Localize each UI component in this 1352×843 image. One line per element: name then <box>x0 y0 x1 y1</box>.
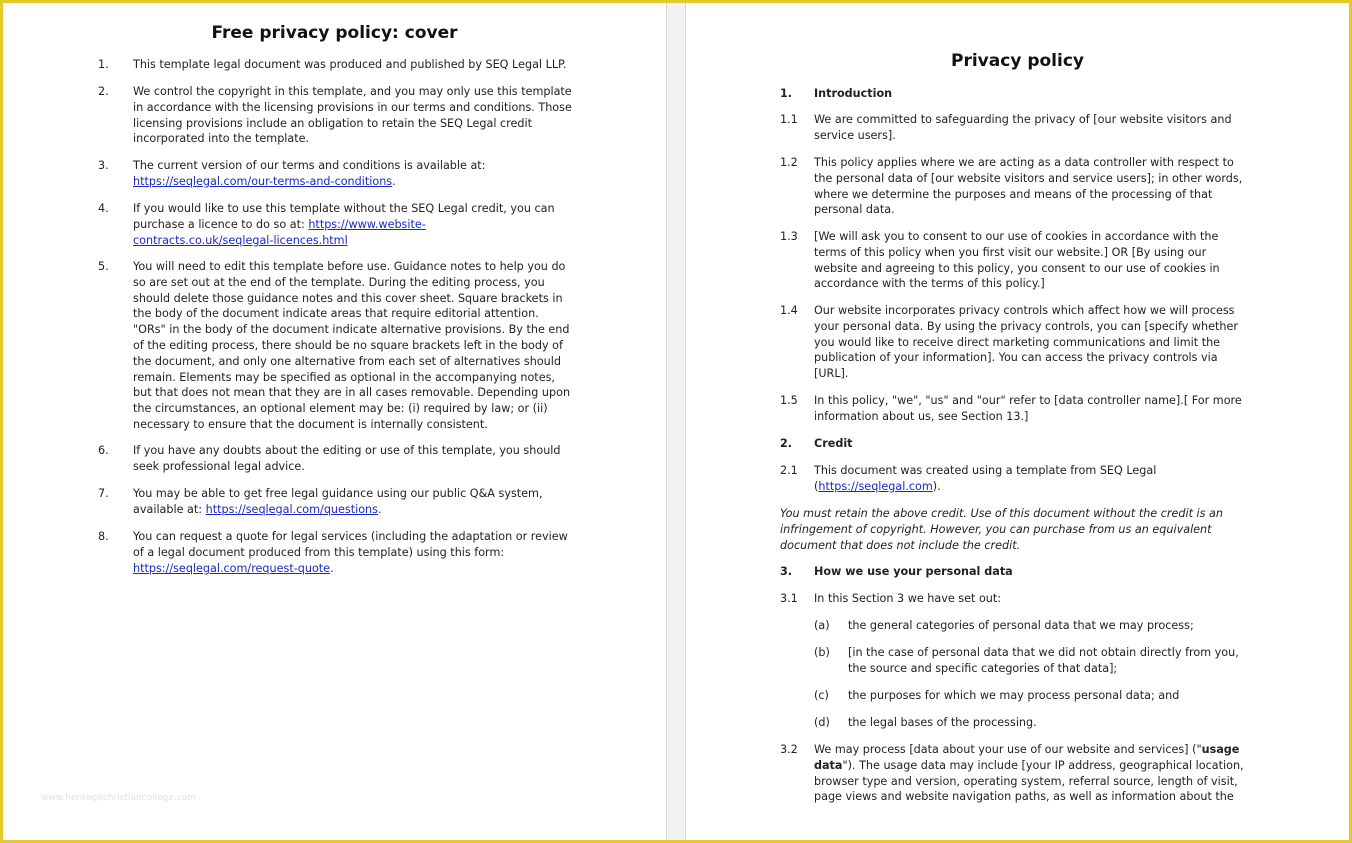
clause-number: 1.3 <box>780 230 798 243</box>
item-number: 7. <box>98 487 109 500</box>
item-number: 3. <box>98 159 109 172</box>
section-heading: How we use your personal data <box>814 565 1013 578</box>
section-heading: Introduction <box>814 87 893 100</box>
subclause-letter: (b) <box>814 646 830 659</box>
item-number: 6. <box>98 444 109 457</box>
item-number: 1. <box>98 58 109 71</box>
clause-number: 3.1 <box>780 592 798 605</box>
policy-title: Privacy policy <box>951 51 1084 71</box>
page-gutter <box>666 3 686 840</box>
subclause-text: [in the case of personal data that we did not obtain directly from you, the source and specific categories of that data]; <box>848 646 1239 675</box>
clause-text: Our website incorporates privacy controls which affect how we will process your personal data. By using the privacy controls, you can [specify whether you would like to receive direct marketing communications and limit the publication of your information]. You can access the privacy controls via [URL]. <box>814 304 1238 381</box>
clause-text: [We will ask you to consent to our use of cookies in accordance with the terms of this policy when you first visit our website.] OR [By using our website and agreeing to this policy, you consent to our use of cookies in accordance with the terms of this policy.] <box>814 230 1220 291</box>
item-text: We control the copyright in this template, and you may only use this template in accordance with the licensing provisions in our terms and conditions. Those licensing provisions include an obligation to retain the SEQ Legal credit incorporated into the template. <box>133 85 572 146</box>
item-number: 4. <box>98 202 109 215</box>
clause-number: 1.2 <box>780 156 798 169</box>
clause-text: We may process [data about your use of our website and services] ("usage data"). The usage data may include [your IP address, geographical location, browser type and version, operating system, referral source, length of visit, page views and website navigation paths, as well as information about the <box>814 743 1244 804</box>
item-text: You may be able to get free legal guidance using our public Q&A system, available at: https://seqlegal.com/questions. <box>133 487 543 516</box>
subclause-text: the general categories of personal data that we may process; <box>848 619 1194 632</box>
section-number: 2. <box>780 437 793 450</box>
clause-number: 2.1 <box>780 464 798 477</box>
item-text: The current version of our terms and conditions is available at: https://seqlegal.com/our-terms-and-conditions. <box>133 159 486 188</box>
clause-text: This policy applies where we are acting as a data controller with respect to the personal data of [our website visitors and service users]; in other words, where we determine the purposes and means of the processing of that personal data. <box>814 156 1243 217</box>
clause-number: 1.4 <box>780 304 798 317</box>
item-number: 5. <box>98 260 109 273</box>
clause-text: In this Section 3 we have set out: <box>814 592 1002 605</box>
item-text: You will need to edit this template before use. Guidance notes to help you do so are set out at the end of the template. During the editing process, you should delete those guidance notes and this cover sheet. Square brackets in the body of the document indicate areas that require editorial attention. "ORs" in the body of the document indicate alternative provisions. By the end of the editing process, there should be no square brackets left in the body of the document, and only one alternative from each set of alternatives should remain. Elements may be specified as optional in the accompanying notes, but that does not mean that they are in all cases removable. Depending upon the circumstances, an optional element may be: (i) required by law; or (ii) necessary to ensure that the document is internally consistent. <box>133 260 571 431</box>
usage-data-term: usage data <box>814 743 1240 772</box>
clause-number: 1.5 <box>780 394 798 407</box>
subclause-text: the legal bases of the processing. <box>848 716 1037 729</box>
subclause-letter: (a) <box>814 619 830 632</box>
cover-page <box>3 3 666 840</box>
clause-text: This document was created using a template from SEQ Legal (https://seqlegal.com). <box>814 464 1157 493</box>
cover-title: Free privacy policy: cover <box>211 23 458 43</box>
clause-number: 1.1 <box>780 113 798 126</box>
subclause-letter: (d) <box>814 716 830 729</box>
section-number: 1. <box>780 87 793 100</box>
item-text: This template legal document was produced and published by SEQ Legal LLP. <box>133 58 567 71</box>
seqlegal-link[interactable]: https://seqlegal.com <box>818 479 933 493</box>
subclause-letter: (c) <box>814 689 829 702</box>
questions-link[interactable]: https://seqlegal.com/questions <box>205 502 378 516</box>
item-number: 2. <box>98 85 109 98</box>
subclause-text: the purposes for which we may process personal data; and <box>848 689 1180 702</box>
section-number: 3. <box>780 565 793 578</box>
credit-note: You must retain the above credit. Use of this document without the credit is an infringement of copyright. However, you can purchase from us an equivalent document that does not include the credit. <box>780 507 1223 552</box>
section-heading: Credit <box>814 437 853 450</box>
policy-page <box>686 3 1349 840</box>
item-text: You can request a quote for legal services (including the adaptation or review of a legal document produced from this template) using this form: https://seqlegal.com/request-quote. <box>133 530 568 575</box>
clause-text: We are committed to safeguarding the privacy of [our website visitors and service users]. <box>814 113 1232 142</box>
item-number: 8. <box>98 530 109 543</box>
item-text: If you would like to use this template without the SEQ Legal credit, you can purchase a licence to do so at: https://www.website- contracts.co.uk/seqlegal-licences.html <box>133 202 555 247</box>
terms-link[interactable]: https://seqlegal.com/our-terms-and-conditions <box>133 174 393 188</box>
clause-text: In this policy, "we", "us" and "our" refer to [data controller name].[ For more information about us, see Section 13.] <box>814 394 1242 423</box>
watermark: www.heritagechristiancollege.com <box>41 793 196 803</box>
licence-link[interactable]: https://www.website- contracts.co.uk/seqlegal-licences.html <box>133 217 426 247</box>
item-text: If you have any doubts about the editing or use of this template, you should seek professional legal advice. <box>133 444 561 473</box>
clause-number: 3.2 <box>780 743 798 756</box>
request-quote-link[interactable]: https://seqlegal.com/request-quote <box>133 561 331 575</box>
